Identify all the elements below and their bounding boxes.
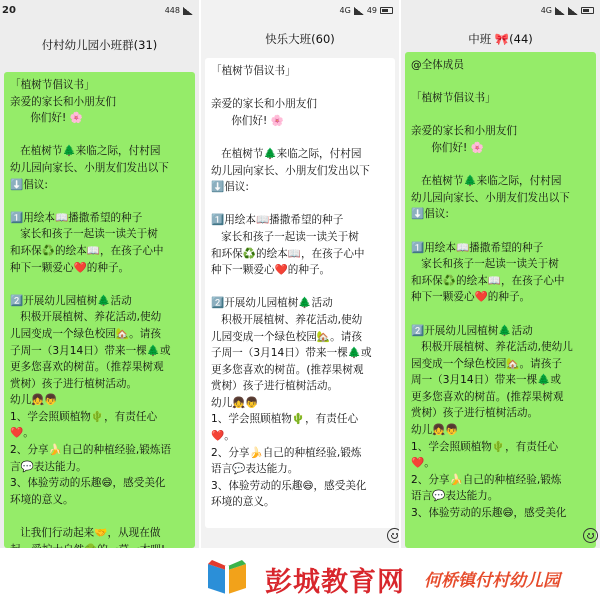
message-line xyxy=(411,223,590,240)
message-line: 让我们行动起来🤝，从现在做 xyxy=(10,527,161,540)
message-line: 1️⃣用绘本📖播撒希望的种子 xyxy=(10,211,143,224)
message-line: 更多您喜欢的树苗。(推荐果树观 xyxy=(411,390,564,403)
message-line: 语言💬表达能力。 xyxy=(211,463,299,476)
status-icons xyxy=(340,6,393,15)
message-line: 幼儿园向家长、小朋友们发出以下 xyxy=(411,191,570,204)
message-text xyxy=(10,77,189,558)
message-line: 亲爱的家长和小朋友们 xyxy=(10,95,116,108)
message-line: 「植树节倡议书」 xyxy=(411,92,496,105)
message-line: 2️⃣开展幼儿园植树🌲活动 xyxy=(411,324,533,337)
message-line: 种下一颗爱心❤️的种子。 xyxy=(211,264,331,277)
message-line: 幼儿园向家长、小朋友们发出以下 xyxy=(211,164,370,177)
status-bar xyxy=(0,4,199,20)
message-line: 幼儿👧👦 xyxy=(211,396,259,409)
message-line: 幼儿👧👦 xyxy=(10,394,58,407)
message-text xyxy=(211,63,389,511)
message-line: 1、学会照顾植物🌵，有责任心 xyxy=(211,413,359,426)
message-line: 「植树节倡议书」 xyxy=(10,79,95,91)
message-line: 2、分享🍌自己的种植经验,锻炼语 xyxy=(10,444,172,457)
signal-icon xyxy=(568,7,578,15)
signal-icon xyxy=(555,7,565,15)
message-line xyxy=(411,74,590,91)
message-line: 2、分享🍌自己的种植经验,锻炼 xyxy=(411,473,562,486)
message-line xyxy=(211,80,389,97)
message-line: 周一（3月14日）带来一棵🌲或 xyxy=(411,374,561,387)
message-line xyxy=(411,107,590,124)
message-line xyxy=(10,193,189,210)
message-line: 幼儿👧👦 xyxy=(411,424,459,437)
chat-title: 中班 🎀(44) xyxy=(468,32,533,46)
message-line: 语言💬表达能力。 xyxy=(411,490,499,503)
message-line: 种下一颗爱心❤️的种子。 xyxy=(10,261,130,274)
status-icons xyxy=(165,6,193,15)
school-name: 何桥镇付村幼儿园 xyxy=(424,571,560,591)
message-line: 家长和孩子一起读一读关于树 xyxy=(211,230,359,243)
message-line: 言💬表达能力。 xyxy=(10,460,87,473)
message-bubble[interactable] xyxy=(205,58,395,528)
status-bar xyxy=(201,4,399,20)
message-line xyxy=(10,508,189,525)
message-line: 子周一（3月14日）带来一棵🌲或 xyxy=(211,347,372,360)
signal-icon xyxy=(354,7,364,15)
message-line: ❤️。 xyxy=(411,457,435,470)
message-line: 3、体验劳动的乐趣😄，感受美化 xyxy=(411,507,567,520)
message-line: ⬇️倡议: xyxy=(10,178,48,191)
emoji-icon[interactable] xyxy=(583,528,598,543)
message-line: 和环保♻️的绘本📖，在孩子心中 xyxy=(211,247,365,260)
message-line xyxy=(411,157,590,174)
message-line: 「植树节倡议书」 xyxy=(211,65,296,77)
message-line: 你们好! 🌸 xyxy=(10,112,83,125)
message-line: 亲爱的家长和小朋友们 xyxy=(411,125,517,138)
message-line: 环境的意义。 xyxy=(211,496,275,509)
message-text xyxy=(411,57,590,522)
battery-level: 49 xyxy=(366,6,377,15)
network-type: 4G xyxy=(540,6,552,15)
message-line xyxy=(411,306,590,323)
message-line: 子周一（3月14日）带来一棵🌲或 xyxy=(10,344,171,357)
message-line: 1️⃣用绘本📖播撒希望的种子 xyxy=(211,214,344,227)
message-line: 在植树节🌲来临之际，付村园 xyxy=(211,147,362,160)
message-line: 种下一颗爱心❤️的种子。 xyxy=(411,291,531,304)
message-line xyxy=(211,279,389,296)
message-line: 3、体验劳动的乐趣😄，感受美化 xyxy=(10,477,166,490)
message-line: 赏树）孩子进行植树活动。 xyxy=(211,380,339,393)
message-line: 和环保♻️的绘本📖，在孩子心中 xyxy=(10,244,164,257)
message-line: 积极开展植树、养花活动,使幼儿 xyxy=(411,341,573,354)
message-line: 在植树节🌲来临之际，付村园 xyxy=(411,175,562,188)
message-line: 1️⃣用绘本📖播撒希望的种子 xyxy=(411,241,544,254)
network-type: 4G xyxy=(339,6,351,15)
status-icons xyxy=(541,6,594,15)
message-line: 幼儿园向家长、小朋友们发出以下 xyxy=(10,161,169,174)
message-line: 和环保♻️的绘本📖，在孩子心中 xyxy=(411,274,565,287)
network-speed: 448 xyxy=(164,6,180,15)
message-line: 1、学会照顾植物🌵，有责任心 xyxy=(10,410,158,423)
message-line: 儿园变成一个绿色校园🏡。请孩 xyxy=(211,330,362,343)
chat-panel-big-class xyxy=(201,0,399,548)
message-line: ❤️。 xyxy=(211,430,235,443)
message-line: 积极开展植树、养花活动,使幼 xyxy=(10,311,162,324)
message-line: ⬇️倡议: xyxy=(211,181,249,194)
message-line: 家长和孩子一起读一读关于树 xyxy=(411,258,559,271)
message-line: 2、分享🍌自己的种植经验,锻炼 xyxy=(211,446,362,459)
book-logo-icon xyxy=(204,556,250,596)
message-line: 环境的意义。 xyxy=(10,493,74,506)
message-line: 在植树节🌲来临之际，付村园 xyxy=(10,145,161,158)
status-time: 20 xyxy=(2,5,16,16)
chat-title: 快乐大班(60) xyxy=(265,32,335,46)
chat-panel-small-class xyxy=(0,0,199,548)
chat-title: 付村幼儿园小班群(31) xyxy=(41,38,158,52)
message-line: 1、学会照顾植物🌵，有责任心 xyxy=(411,440,559,453)
message-line: ❤️。 xyxy=(10,427,34,440)
message-line: 你们好! 🌸 xyxy=(411,141,484,154)
message-line xyxy=(10,276,189,293)
message-line: 更多您喜欢的树苗。（推荐果树观 xyxy=(10,361,164,374)
message-line: 赏树）孩子进行植树活动。 xyxy=(411,407,539,420)
message-line: 更多您喜欢的树苗。(推荐果树观 xyxy=(211,363,364,376)
signal-icon xyxy=(183,7,193,15)
message-line: 园变成一个绿色校园🏡。请孩子 xyxy=(411,357,562,370)
message-line xyxy=(10,127,189,144)
message-line: 2️⃣开展幼儿园植树🌲活动 xyxy=(211,297,333,310)
message-line: @全体成员 xyxy=(411,59,464,71)
message-line: 儿园变成一个绿色校园🏡。请孩 xyxy=(10,327,161,340)
battery-icon xyxy=(380,7,393,14)
message-bubble[interactable] xyxy=(405,52,596,548)
message-line xyxy=(211,196,389,213)
message-line: 你们好! 🌸 xyxy=(211,114,284,127)
message-bubble[interactable] xyxy=(4,72,195,548)
message-line: 亲爱的家长和小朋友们 xyxy=(211,98,317,111)
message-line: 3、体验劳动的乐趣😄，感受美化 xyxy=(211,479,367,492)
message-line: 积极开展植树、养花活动,使幼 xyxy=(211,313,363,326)
site-brand: 彭城教育网 xyxy=(265,567,405,598)
message-line: 家长和孩子一起读一读关于树 xyxy=(10,228,158,241)
message-line: ⬇️倡议: xyxy=(411,208,449,221)
message-line: 2️⃣开展幼儿园植树🌲活动 xyxy=(10,294,132,307)
message-line: 赏树）孩子进行植树活动。 xyxy=(10,377,138,390)
message-line xyxy=(211,129,389,146)
status-bar xyxy=(401,4,600,20)
battery-icon xyxy=(581,7,594,14)
chat-panel-middle-class xyxy=(401,0,600,548)
